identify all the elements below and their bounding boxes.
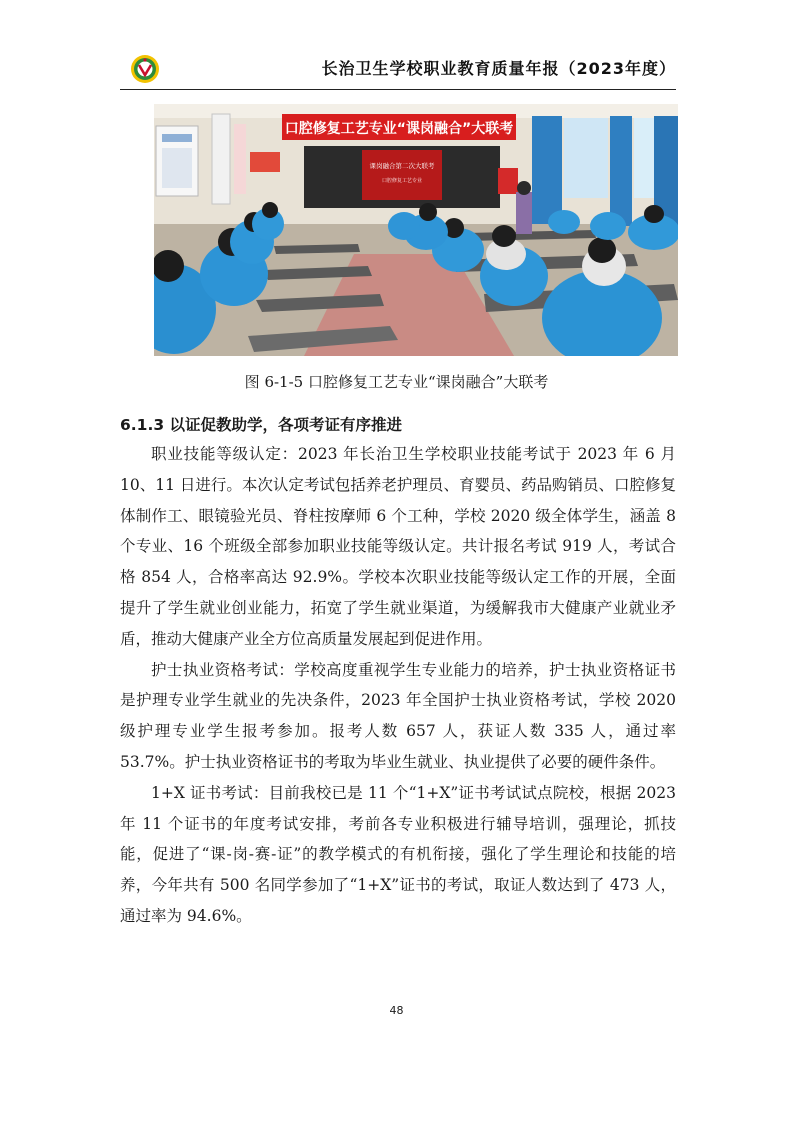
classroom-photo-illustration xyxy=(154,104,678,356)
paragraph-skill-certification: 职业技能等级认定：2023 年长治卫生学校职业技能考试于 2023 年 6 月 10、11 日进行。本次认定考试包括养老护理员、育婴员、药品购销员、口腔修复体制作工、眼镜验光员、脊柱按摩师 6 个工种，学校 2020 级全体学生，涵盖 8 个专业、16 个班级全部参加职业技能等级认定。共计报名考试 919 人，考试合格 854 人，合格率高达 92.9%。学校本次职业技能等级认定工作的开展，全面提升了学生就业创业能力，拓宽了学生就业渠道，为缓解我市大健康产业就业矛盾，推动大健康产业全方位高质量发展起到促进作用。 xyxy=(120,445,676,648)
header-rule xyxy=(120,89,676,90)
page-number: 48 xyxy=(389,1004,404,1017)
screen-title: 课岗融合第二次大联考 xyxy=(369,162,435,170)
figure-caption: 图 6-1-5 口腔修复工艺专业“课岗融合”大联考 xyxy=(244,373,549,391)
paragraph-nurse-license: 护士执业资格考试：学校高度重视学生专业能力的培养，护士执业资格证书是护理专业学生就业的先决条件，2023 年全国护士执业资格考试，学校 2020 级护理专业学生报考参加。报考人数 657 人，获证人数 335 人，通过率 53.7%。护士执业资格证书的考取为毕业生就业、执业提供了必要的硬件条件。 xyxy=(120,660,676,771)
section-heading: 6.1.3 以证促教助学，各项考证有序推进 xyxy=(120,416,403,434)
screen-subtitle: 口腔修复工艺专业 xyxy=(381,178,423,184)
classroom-photo xyxy=(154,104,678,356)
header-title: 长治卫生学校职业教育质量年报（2023年度） xyxy=(321,59,676,78)
page-header xyxy=(120,52,676,90)
body-text xyxy=(120,439,676,932)
banner-text: 口腔修复工艺专业“课岗融合”大联考 xyxy=(284,121,514,137)
paragraph-1x-certificate: 1+X 证书考试：目前我校已是 11 个“1+X”证书考试试点院校，根据 2023 年 11 个证书的年度考试安排，考前各专业积极进行辅导培训，强理论，抓技能，促进了“课-岗-赛-证”的教学模式的有机衔接，强化了学生理论和技能的培养，今年共有 500 名同学参加了“1+X”证书的考试，取证人数达到了 473 人，通过率为 94.6%。 xyxy=(120,783,676,925)
school-logo-icon xyxy=(130,54,160,84)
